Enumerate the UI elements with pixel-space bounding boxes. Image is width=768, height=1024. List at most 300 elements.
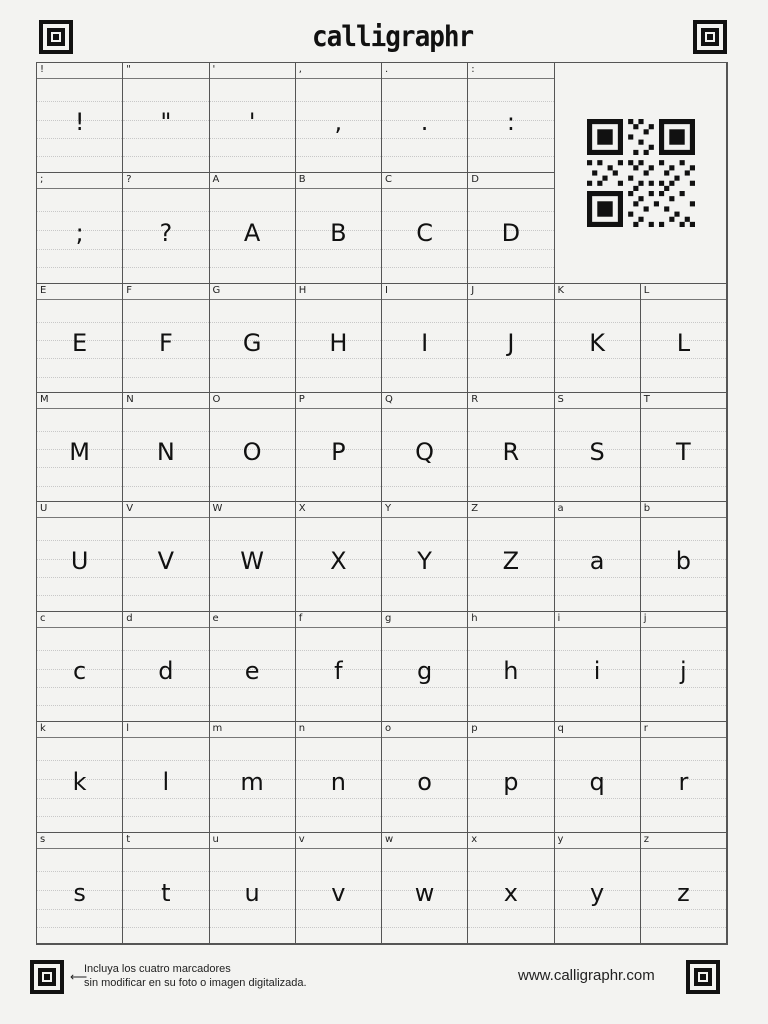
handwritten-glyph: L <box>676 328 691 357</box>
guide-line <box>296 211 381 212</box>
label-divider <box>468 299 553 300</box>
handwritten-glyph: p <box>503 767 519 796</box>
guide-line <box>210 909 295 910</box>
qr-code-icon <box>585 119 697 227</box>
guide-line <box>641 705 726 706</box>
guide-line <box>37 358 122 359</box>
glyph-cell <box>123 612 209 722</box>
guide-line <box>555 871 640 872</box>
guide-line <box>210 431 295 432</box>
guide-line <box>296 760 381 761</box>
guide-line <box>123 358 208 359</box>
guide-line <box>210 577 295 578</box>
guide-line <box>37 101 122 102</box>
label-divider <box>641 737 726 738</box>
glyph-cell <box>468 502 554 612</box>
cell-label: t <box>126 834 131 845</box>
handwritten-glyph: n <box>330 767 346 796</box>
guide-line <box>296 798 381 799</box>
cell-label: ? <box>126 174 132 185</box>
guide-line <box>382 377 467 378</box>
guide-line <box>296 816 381 817</box>
cell-label: m <box>212 723 223 734</box>
guide-line <box>37 595 122 596</box>
guide-line <box>296 486 381 487</box>
guide-line <box>296 927 381 928</box>
handwritten-glyph: G <box>242 328 262 357</box>
label-divider <box>468 627 553 628</box>
cell-label: R <box>471 394 479 405</box>
cell-label: v <box>298 834 305 845</box>
handwritten-glyph: i <box>593 657 601 685</box>
cell-label: a <box>557 503 564 514</box>
label-divider <box>37 848 122 849</box>
label-divider <box>37 627 122 628</box>
cell-label: : <box>471 64 475 75</box>
corner-marker-top-left-icon <box>39 20 73 54</box>
handwritten-glyph: k <box>72 767 87 796</box>
guide-line <box>382 595 467 596</box>
corner-marker-bottom-left-icon <box>30 960 64 994</box>
guide-line <box>210 486 295 487</box>
cell-label: S <box>557 394 564 405</box>
corner-marker-bottom-right-icon <box>686 960 720 994</box>
cell-label: ; <box>40 174 44 185</box>
guide-line <box>382 705 467 706</box>
label-divider <box>210 188 295 189</box>
guide-line <box>210 156 295 157</box>
handwritten-glyph: . <box>420 108 429 136</box>
label-divider <box>555 737 640 738</box>
label-divider <box>382 848 467 849</box>
guide-line <box>468 595 553 596</box>
guide-line <box>555 377 640 378</box>
guide-line <box>210 927 295 928</box>
cell-label: B <box>298 174 306 185</box>
handwritten-glyph: D <box>501 218 521 247</box>
label-divider <box>37 517 122 518</box>
handwritten-glyph: w <box>414 878 435 907</box>
handwritten-glyph: , <box>334 108 343 136</box>
cell-label: l <box>126 723 130 734</box>
cell-label: A <box>212 174 220 185</box>
label-divider <box>555 408 640 409</box>
glyph-cell <box>37 173 123 284</box>
guide-line <box>468 798 553 799</box>
guide-line <box>37 138 122 139</box>
guide-line <box>210 705 295 706</box>
glyph-cell <box>37 393 123 502</box>
guide-line <box>641 577 726 578</box>
label-divider <box>123 299 208 300</box>
guide-line <box>555 322 640 323</box>
glyph-cell <box>641 833 727 944</box>
glyph-cell <box>210 393 296 502</box>
handwritten-glyph: : <box>506 108 515 136</box>
label-divider <box>555 299 640 300</box>
guide-line <box>641 760 726 761</box>
glyph-cell <box>210 502 296 612</box>
handwritten-glyph: I <box>421 328 429 357</box>
label-divider <box>641 299 726 300</box>
cell-label: p <box>471 723 478 734</box>
guide-line <box>296 267 381 268</box>
label-divider <box>468 188 553 189</box>
handwritten-glyph: C <box>416 218 433 247</box>
handwritten-glyph: r <box>678 767 689 796</box>
label-divider <box>641 627 726 628</box>
guide-line <box>296 577 381 578</box>
guide-line <box>382 909 467 910</box>
glyph-cell <box>641 722 727 833</box>
guide-line <box>123 705 208 706</box>
glyph-cell <box>641 502 727 612</box>
glyph-cell <box>382 393 468 502</box>
guide-line <box>555 358 640 359</box>
glyph-cell <box>37 63 123 173</box>
label-divider <box>123 627 208 628</box>
handwritten-glyph: N <box>156 437 175 466</box>
guide-line <box>37 650 122 651</box>
label-divider <box>382 408 467 409</box>
guide-line <box>382 760 467 761</box>
guide-line <box>210 760 295 761</box>
guide-line <box>123 467 208 468</box>
guide-line <box>210 687 295 688</box>
guide-line <box>210 138 295 139</box>
guide-line <box>468 156 553 157</box>
glyph-cell <box>555 284 641 393</box>
cell-label: , <box>298 64 302 75</box>
guide-line <box>37 377 122 378</box>
guide-line <box>468 249 553 250</box>
cell-label: e <box>212 613 219 624</box>
handwritten-glyph: q <box>589 767 605 796</box>
handwritten-glyph: l <box>162 767 170 796</box>
label-divider <box>210 299 295 300</box>
guide-line <box>468 687 553 688</box>
cell-label: C <box>385 174 392 185</box>
label-divider <box>37 78 122 79</box>
handwritten-glyph: m <box>240 767 264 796</box>
guide-line <box>123 871 208 872</box>
glyph-cell <box>555 722 641 833</box>
guide-line <box>641 650 726 651</box>
guide-line <box>210 595 295 596</box>
label-divider <box>210 627 295 628</box>
cell-label: M <box>40 394 49 405</box>
handwritten-glyph: g <box>417 657 433 685</box>
handwritten-glyph: M <box>69 437 90 466</box>
guide-line <box>123 760 208 761</box>
guide-line <box>37 467 122 468</box>
guide-line <box>555 467 640 468</box>
glyph-cell <box>468 393 554 502</box>
glyph-cell <box>296 284 382 393</box>
guide-line <box>468 540 553 541</box>
handwritten-glyph: b <box>675 547 691 575</box>
guide-line <box>555 909 640 910</box>
cell-label: U <box>40 503 48 514</box>
guide-line <box>641 927 726 928</box>
guide-line <box>37 540 122 541</box>
label-divider <box>382 299 467 300</box>
guide-line <box>123 595 208 596</box>
guide-line <box>382 687 467 688</box>
handwritten-glyph: O <box>242 437 262 466</box>
cell-label: X <box>298 503 306 514</box>
cell-label: x <box>471 834 478 845</box>
guide-line <box>123 927 208 928</box>
label-divider <box>468 78 553 79</box>
handwritten-glyph: E <box>72 328 88 357</box>
guide-line <box>641 467 726 468</box>
guide-line <box>37 798 122 799</box>
label-divider <box>123 78 208 79</box>
guide-line <box>468 358 553 359</box>
guide-line <box>296 322 381 323</box>
guide-line <box>382 577 467 578</box>
glyph-cell <box>382 502 468 612</box>
cell-label: Z <box>471 503 479 514</box>
handwritten-glyph: H <box>329 328 348 357</box>
guide-line <box>296 540 381 541</box>
guide-line <box>210 540 295 541</box>
guide-line <box>555 816 640 817</box>
handwritten-glyph: j <box>680 657 687 685</box>
label-divider <box>382 627 467 628</box>
guide-line <box>382 267 467 268</box>
cell-label: q <box>557 723 564 734</box>
handwritten-glyph: s <box>73 878 86 907</box>
glyph-cell <box>555 393 641 502</box>
guide-line <box>210 467 295 468</box>
guide-line <box>37 687 122 688</box>
guide-line <box>37 156 122 157</box>
glyph-cell <box>382 833 468 944</box>
glyph-cell <box>641 284 727 393</box>
guide-line <box>123 798 208 799</box>
cell-label: W <box>212 503 223 514</box>
guide-line <box>123 431 208 432</box>
guide-line <box>468 211 553 212</box>
guide-line <box>123 267 208 268</box>
guide-line <box>468 486 553 487</box>
label-divider <box>382 517 467 518</box>
handwritten-glyph: " <box>160 108 172 136</box>
guide-line <box>641 358 726 359</box>
cell-label: Q <box>385 394 393 405</box>
glyph-cell <box>555 833 641 944</box>
handwritten-glyph: x <box>503 878 518 907</box>
guide-line <box>123 322 208 323</box>
handwritten-glyph: a <box>589 547 605 575</box>
label-divider <box>468 517 553 518</box>
cell-label: P <box>298 394 305 405</box>
guide-line <box>123 249 208 250</box>
guide-line <box>555 798 640 799</box>
glyph-cell <box>37 833 123 944</box>
label-divider <box>123 517 208 518</box>
glyph-cell <box>37 284 123 393</box>
guide-line <box>210 816 295 817</box>
label-divider <box>468 408 553 409</box>
glyph-cell <box>37 612 123 722</box>
label-divider <box>296 627 381 628</box>
instruction-line-1: Incluya los cuatro marcadores <box>84 963 231 975</box>
guide-line <box>37 486 122 487</box>
guide-line <box>468 138 553 139</box>
glyph-cell <box>123 63 209 173</box>
guide-line <box>37 211 122 212</box>
guide-line <box>468 705 553 706</box>
cell-label: n <box>298 723 306 734</box>
label-divider <box>123 188 208 189</box>
glyph-cell <box>210 284 296 393</box>
guide-line <box>382 431 467 432</box>
glyph-cell <box>123 284 209 393</box>
cell-label: T <box>643 394 650 405</box>
label-divider <box>210 848 295 849</box>
cell-label: s <box>40 834 46 845</box>
cell-label: h <box>471 613 478 624</box>
guide-line <box>37 871 122 872</box>
cell-label: F <box>126 285 133 296</box>
guide-line <box>641 595 726 596</box>
glyph-cell <box>123 833 209 944</box>
guide-line <box>555 760 640 761</box>
glyph-cell <box>296 393 382 502</box>
glyph-cell <box>296 722 382 833</box>
handwritten-glyph: A <box>243 218 261 247</box>
cell-label: G <box>212 285 221 296</box>
guide-line <box>296 871 381 872</box>
label-divider <box>296 517 381 518</box>
guide-line <box>641 687 726 688</box>
guide-line <box>210 377 295 378</box>
guide-line <box>382 871 467 872</box>
handwritten-glyph: c <box>73 657 87 685</box>
cell-label: g <box>385 613 392 624</box>
guide-line <box>555 687 640 688</box>
glyph-cell <box>382 63 468 173</box>
guide-line <box>468 927 553 928</box>
guide-line <box>468 650 553 651</box>
glyph-cell <box>123 502 209 612</box>
cell-label: d <box>126 613 133 624</box>
guide-line <box>641 377 726 378</box>
guide-line <box>296 467 381 468</box>
label-divider <box>37 299 122 300</box>
glyph-cell <box>468 173 554 284</box>
cell-label: j <box>643 613 647 624</box>
guide-line <box>382 156 467 157</box>
glyph-cell <box>37 722 123 833</box>
label-divider <box>37 188 122 189</box>
guide-line <box>296 650 381 651</box>
cell-label: Y <box>385 503 392 514</box>
label-divider <box>296 78 381 79</box>
glyph-cell <box>468 722 554 833</box>
cell-label: " <box>126 64 131 75</box>
guide-line <box>296 101 381 102</box>
cell-label: D <box>471 174 479 185</box>
calligraphr-logo: calligraphr <box>312 20 474 54</box>
guide-line <box>555 486 640 487</box>
glyph-cell <box>296 833 382 944</box>
label-divider <box>296 737 381 738</box>
guide-line <box>210 211 295 212</box>
handwritten-glyph: ' <box>248 108 256 136</box>
guide-line <box>468 431 553 432</box>
handwritten-glyph: e <box>244 657 260 685</box>
guide-line <box>123 650 208 651</box>
guide-line <box>468 467 553 468</box>
guide-line <box>210 249 295 250</box>
handwritten-glyph: u <box>244 878 260 907</box>
guide-line <box>37 431 122 432</box>
guide-line <box>210 650 295 651</box>
guide-line <box>296 377 381 378</box>
guide-line <box>123 377 208 378</box>
guide-line <box>296 138 381 139</box>
guide-line <box>210 358 295 359</box>
guide-line <box>468 760 553 761</box>
label-divider <box>468 737 553 738</box>
cell-label: r <box>643 723 648 734</box>
guide-line <box>296 687 381 688</box>
glyph-cell <box>555 612 641 722</box>
guide-line <box>382 249 467 250</box>
handwritten-glyph: z <box>677 878 690 907</box>
instruction-line-2: sin modificar en su foto o imagen digitalizada. <box>84 977 307 989</box>
cell-label: z <box>643 834 649 845</box>
guide-line <box>555 705 640 706</box>
guide-line <box>296 358 381 359</box>
handwritten-glyph: P <box>331 437 346 466</box>
guide-line <box>37 577 122 578</box>
marker-instruction <box>70 962 307 990</box>
label-divider <box>382 737 467 738</box>
glyph-cell <box>210 63 296 173</box>
guide-line <box>468 101 553 102</box>
glyph-cell <box>210 612 296 722</box>
guide-line <box>555 540 640 541</box>
label-divider <box>296 408 381 409</box>
guide-line <box>468 322 553 323</box>
handwritten-glyph: h <box>503 657 519 685</box>
guide-line <box>123 486 208 487</box>
glyph-cell <box>210 722 296 833</box>
cell-label: L <box>643 285 650 296</box>
guide-line <box>210 871 295 872</box>
guide-line <box>123 156 208 157</box>
handwritten-glyph: v <box>331 878 346 907</box>
cell-label: ! <box>40 64 45 75</box>
handwritten-glyph: V <box>157 547 175 575</box>
handwritten-glyph: ! <box>74 108 85 136</box>
cell-label: H <box>298 285 307 296</box>
glyph-cell <box>382 284 468 393</box>
guide-line <box>641 486 726 487</box>
label-divider <box>468 848 553 849</box>
label-divider <box>210 737 295 738</box>
handwritten-glyph: F <box>158 328 173 357</box>
guide-line <box>123 816 208 817</box>
guide-line <box>555 595 640 596</box>
handwritten-glyph: o <box>417 767 432 796</box>
handwritten-glyph: J <box>507 328 515 357</box>
